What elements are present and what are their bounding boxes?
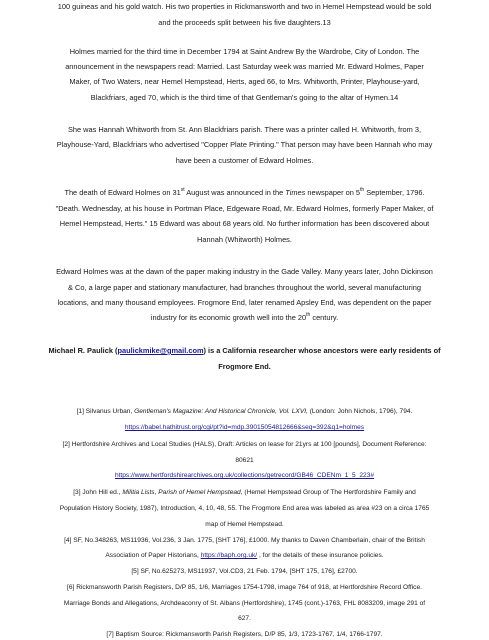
paragraph-death-line [0, 188, 489, 197]
superscript: th [359, 187, 365, 193]
footnote-text: [3] John Hill ed., [73, 489, 123, 496]
footnote-text: (London: John Nichols, 1796), 794. [307, 408, 413, 415]
author-bio-line: Frogmore End. [218, 362, 271, 371]
footnote-4: [4] SF, No.348263, MS11936, Vol.236, 3 Jan. 1775, [SHT 176], £1000. My thanks to Daven Chamberlain, chair of the British [64, 537, 425, 544]
paragraph-industry-line: Edward Holmes was at the dawn of the paper making industry in the Gade Valley. Many years later, John Dickinson [56, 267, 433, 276]
footnote-3 [0, 488, 489, 497]
paragraph-hannah-line: Playhouse-Yard, Blackfriars who advertised "Copper Plate Printing." That person may have been Hannah who may [56, 140, 433, 149]
paragraph-death-line: Hannah (Whitworth) Holmes. [197, 235, 292, 244]
newspaper-title: Times [285, 188, 306, 197]
footnote-3-line: Population History Society, 1987), Introduction, 4, 10, 48, 55. The Frogmore End area was labeled as area #23 on a circa 1765 [59, 505, 430, 512]
footnote-text: , for the details of these insurance policies. [257, 552, 384, 559]
footnote-link[interactable]: https://baph.org.uk/ [200, 552, 258, 559]
author-text: ( [112, 346, 118, 355]
footnote-text: [1] Silvanus Urban, [76, 408, 135, 415]
footnote-text: Association of Paper Historians, [105, 552, 201, 559]
footnote-link[interactable]: https://www.hertfordshirearchives.org.uk/collections/getrecord/GB46_CDENm_1_5_223# [114, 472, 375, 479]
death-text: The death of Edward Holmes on 31 [64, 188, 181, 197]
footnote-6: [6] Rickmansworth Parish Registers, D/P 85, 1/6, Marriages 1754-1798, image 764 of 918, at Hertfordshire Record Office. [67, 584, 422, 591]
paragraph-hannah-line: She was Hannah Whitworth from St. Ann Blackfriars parish. There was a printer called H. Whitworth, from 3, [67, 125, 422, 134]
author-bio-line [0, 346, 489, 355]
industry-text: century. [310, 313, 339, 322]
footnote-6-line: Marriage Bonds and Allegations, Archdeaconry of St. Albans (Hertfordshire), 1745 (cont.)-1763, FHL 8083209, image 291 of [63, 600, 426, 607]
footnote-4-line [0, 551, 489, 560]
footnote-2: [2] Hertfordshire Archives and Local Studies (HALS), Draft: Articles on lease for 21yrs at 100 [pounds], Document Reference: [62, 441, 427, 448]
footnote-2-ref: 80621 [235, 457, 254, 464]
footnote-1-url [0, 423, 489, 432]
paragraph-marriage-line: announcement in the newspapers read: Married. Last Saturday week was married Mr. Edward Holmes, Paper [65, 62, 424, 71]
footnote-2-url [0, 471, 489, 480]
paragraph-opening-line: and the proceeds split between his five daughters.13 [158, 18, 331, 27]
paragraph-death-line: Hemel Hempstead, Herts." 15 Edward was about 68 years old. No further information has been discovered about [59, 219, 430, 228]
superscript: st [180, 187, 185, 193]
footnote-link[interactable]: https://babel.hathitrust.org/cgi/pt?id=mdp.39015054812666&seq=392&q1=holmes [124, 424, 365, 431]
footnote-6-line: 627. [238, 615, 251, 622]
footnote-text: (Hemel Hempstead Group of The Hertfordshire Family and [242, 489, 416, 496]
author-name: Michael R. Paulick [48, 346, 113, 355]
death-text: September, 1796. [364, 188, 425, 197]
footnote-5: [5] SF, No.625273, MS11937, Vol.CD3, 21 Feb. 1794, [SHT 175, 176], £2700. [131, 568, 358, 575]
footnote-7: [7] Baptism Source: Rickmansworth Parish Registers, D/P 85, 1/3, 1723-1767, 1/4, 1766-1797. [106, 631, 383, 638]
paragraph-industry-line: locations, and many thousand employees. Frogmore End, later renamed Apsley End, was dependent on the paper [57, 298, 432, 307]
paragraph-industry-line [0, 313, 489, 322]
death-text: August was announced in the [184, 188, 286, 197]
paragraph-death-line: "Death. Wednesday, at his house in Portman Place, Edgeware Road, Mr. Edward Holmes, formerly Paper Maker, of [55, 204, 434, 213]
paragraph-opening-line: 100 guineas and his gold watch. His two properties in Rickmansworth and two in Hemel Hempstead would be sold [57, 2, 432, 11]
footnote-1 [0, 407, 489, 416]
footnote-title: Gentleman's Magazine: And Historical Chronicle, Vol. LXVI, [134, 408, 308, 415]
paragraph-hannah-line: have been a customer of Edward Holmes. [175, 156, 314, 165]
footnote-title: Militia Lists, Parish of Hemel Hempstead, [122, 489, 243, 496]
paragraph-marriage-line: Blackfriars, aged 70, which is the third time of that Gentleman's going to the altar of Hymen.14 [90, 93, 399, 102]
footnote-3-line: map of Hemel Hempstead. [205, 521, 284, 528]
author-text: ) is a California researcher whose ancestors were early residents of [203, 346, 441, 355]
paragraph-marriage-line: Maker, of Two Waters, near Hemel Hempstead, Herts, aged 66, to Mrs. Whitworth, Printer, Playhouse-yard, [69, 77, 420, 86]
superscript: th [306, 312, 311, 318]
industry-text: industry for its economic growth well into the 20 [150, 313, 307, 322]
death-text: newspaper on 5 [305, 188, 360, 197]
paragraph-marriage-line: Holmes married for the third time in December 1794 at Saint Andrew By the Wardrobe, City of London. The [69, 47, 420, 56]
paragraph-industry-line: & Co, a large paper and stationary manufacturer, had branches throughout the world, several manufacturing [68, 283, 421, 292]
author-email-link[interactable]: paulickmike@gmail.com [117, 346, 204, 355]
